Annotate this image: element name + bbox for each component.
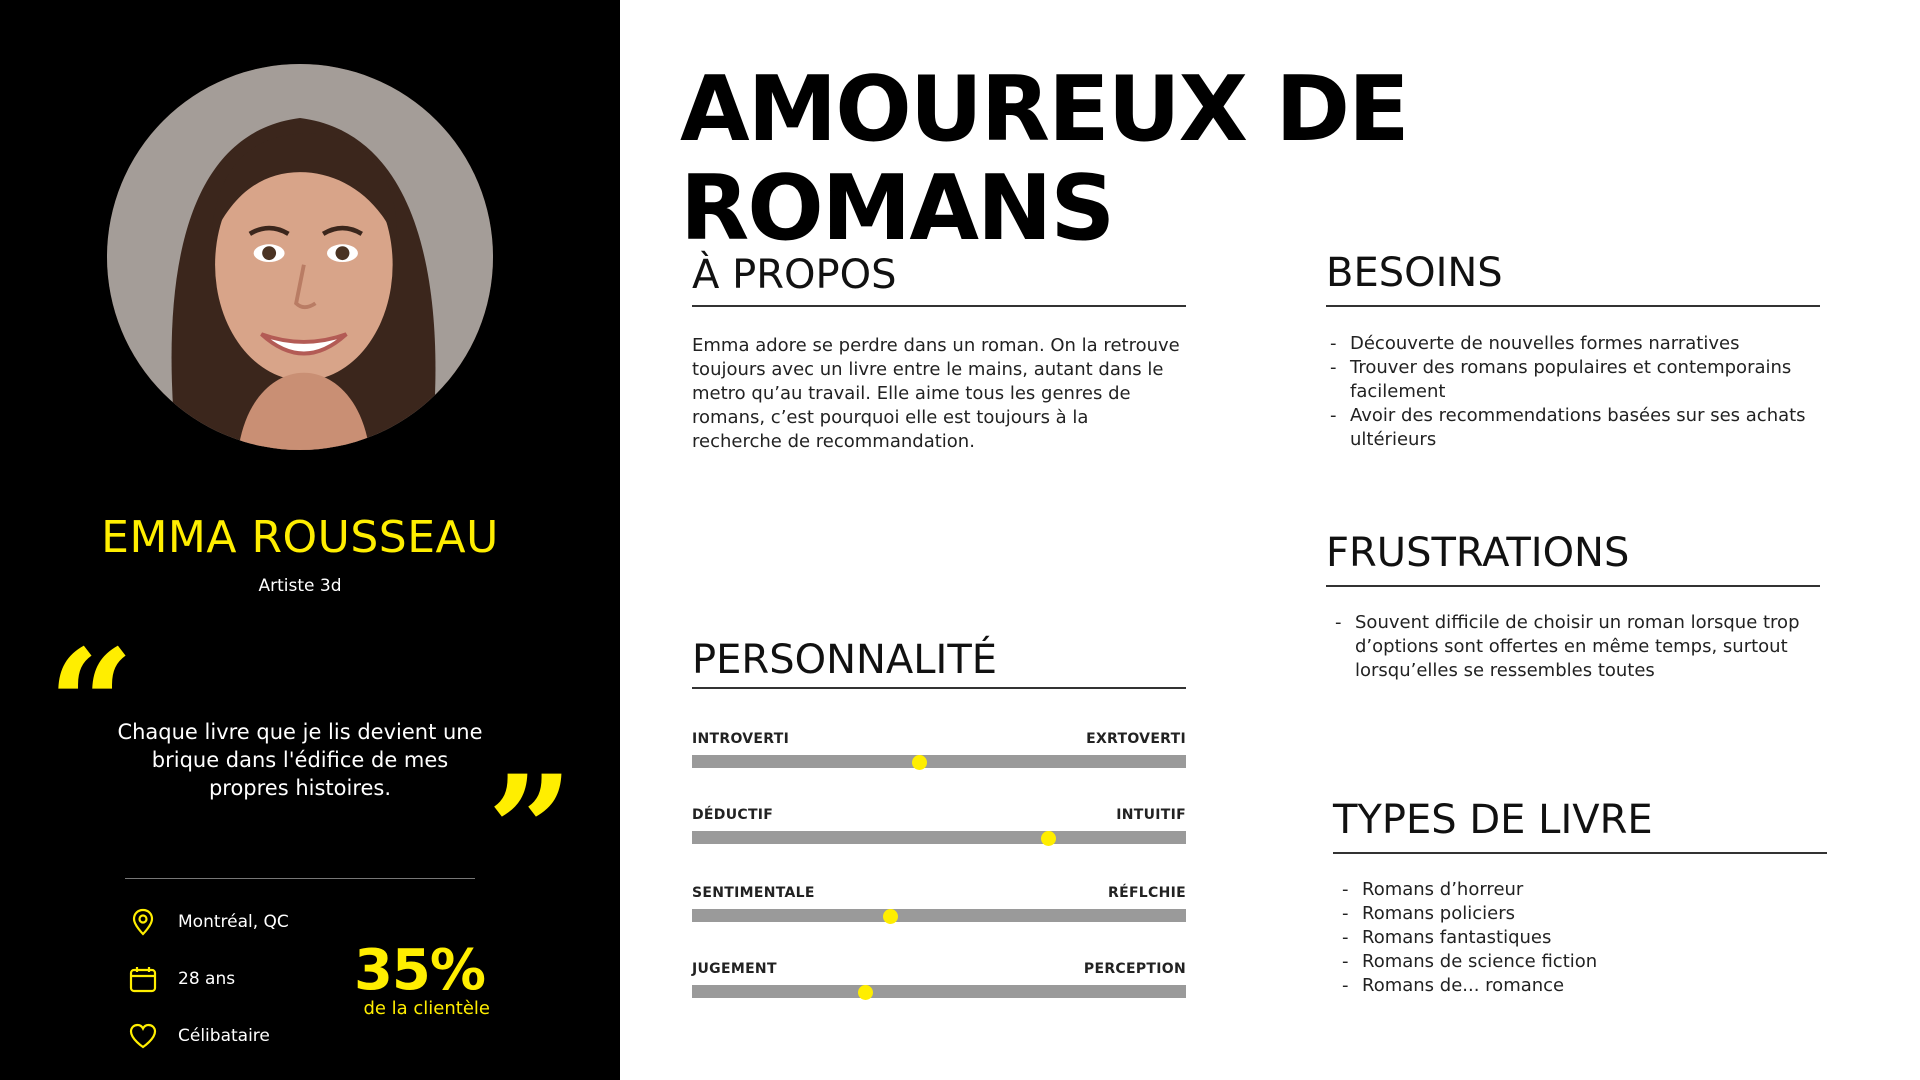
needs-divider	[1326, 305, 1820, 307]
trait-right-label: EXRTOVERTI	[1086, 731, 1186, 747]
location-pin-icon	[128, 907, 158, 937]
client-share-value: 35%	[353, 938, 485, 1003]
personality-divider	[692, 687, 1186, 689]
about-divider	[692, 305, 1186, 307]
persona-quote: Chaque livre que je lis devient une brique dans l'édifice de mes propres histoires.	[117, 720, 483, 800]
age-row	[128, 962, 235, 996]
trait-slider-jugement	[692, 961, 1186, 998]
list-item: - Romans policiers	[1340, 902, 1810, 926]
about-heading: À PROPOS	[692, 252, 897, 298]
trait-slider-sentimentale	[692, 885, 1186, 922]
client-share-label: de la clientèle	[363, 998, 490, 1019]
trait-track	[692, 831, 1186, 844]
trait-slider-introverti	[692, 731, 1186, 768]
divider	[125, 878, 475, 879]
avatar-portrait	[107, 64, 493, 450]
list-item: - Romans d’horreur	[1340, 878, 1810, 902]
list-item: - Découverte de nouvelles formes narratives	[1328, 332, 1808, 356]
book-types-divider	[1333, 852, 1827, 854]
trait-track	[692, 755, 1186, 768]
trait-right-label: RÉFLCHIE	[1108, 885, 1186, 901]
persona-name: EMMA ROUSSEAU	[101, 512, 499, 563]
frustrations-divider	[1326, 585, 1820, 587]
trait-marker	[912, 755, 927, 770]
needs-heading: BESOINS	[1326, 250, 1503, 296]
trait-track	[692, 909, 1186, 922]
trait-marker	[1041, 831, 1056, 846]
list-item: - Romans de... romance	[1340, 974, 1810, 998]
trait-slider-deductif	[692, 807, 1186, 844]
heart-icon	[128, 1021, 158, 1051]
profile-panel	[0, 0, 620, 1080]
list-item: - Romans fantastiques	[1340, 926, 1810, 950]
trait-track	[692, 985, 1186, 998]
list-item: - Trouver des romans populaires et contemporains facilement	[1328, 356, 1808, 404]
list-item: - Souvent difficile de choisir un roman lorsque trop d’options sont offertes en même temps, surtout lorsqu’elles se ressembles toutes	[1333, 611, 1813, 683]
trait-left-label: DÉDUCTIF	[692, 807, 774, 823]
trait-left-label: JUGEMENT	[692, 961, 777, 977]
trait-marker	[883, 909, 898, 924]
status-text: Célibataire	[178, 1026, 270, 1046]
trait-left-label: INTROVERTI	[692, 731, 790, 747]
trait-right-label: PERCEPTION	[1083, 961, 1186, 977]
calendar-icon	[128, 964, 158, 994]
trait-left-label: SENTIMENTALE	[692, 885, 815, 901]
avatar	[107, 64, 493, 450]
frustrations-list	[1333, 611, 1813, 683]
book-types-heading: TYPES DE LIVRE	[1333, 797, 1653, 843]
about-text: Emma adore se perdre dans un roman. On la retrouve toujours avec un livre entre le mains, autant dans le metro qu’au travail. Elle aime tous les genres de romans, c’est pourquoi elle est toujours à la recherche de recommandation.	[692, 335, 1180, 452]
personality-heading: PERSONNALITÉ	[692, 637, 998, 683]
status-row	[128, 1019, 270, 1053]
page-title: AMOUREUX DE ROMANS	[680, 57, 1408, 261]
location-row	[128, 905, 289, 939]
open-quote-icon: “	[48, 617, 135, 793]
close-quote-icon: ”	[487, 743, 574, 919]
list-item: - Avoir des recommendations basées sur ses achats ultérieurs	[1328, 404, 1808, 452]
location-text: Montréal, QC	[178, 912, 289, 932]
trait-right-label: INTUITIF	[1116, 807, 1186, 823]
age-text: 28 ans	[178, 969, 236, 989]
trait-marker	[858, 985, 873, 1000]
list-item: - Romans de science fiction	[1340, 950, 1810, 974]
needs-list	[1328, 332, 1808, 452]
frustrations-heading: FRUSTRATIONS	[1326, 530, 1630, 576]
persona-role: Artiste 3d	[258, 576, 342, 596]
book-types-list	[1340, 878, 1810, 998]
